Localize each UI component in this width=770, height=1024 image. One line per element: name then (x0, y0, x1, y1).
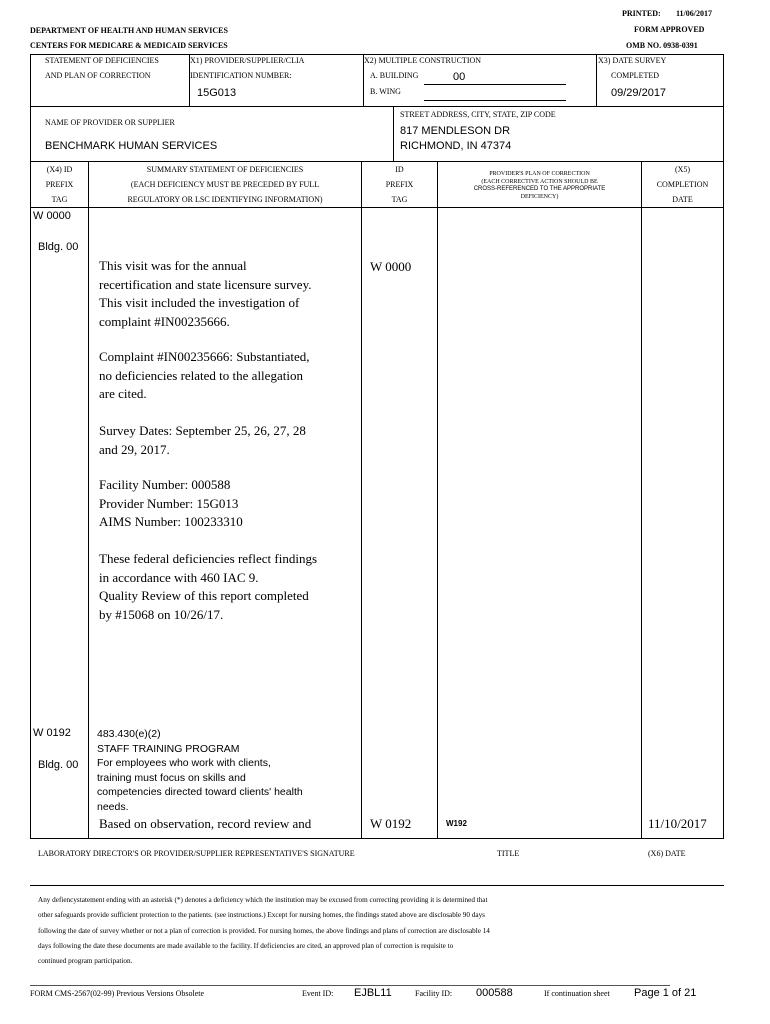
centers-title: CENTERS FOR MEDICARE & MEDICAID SERVICES (30, 41, 228, 50)
text-line: These federal deficiencies reflect findings (99, 551, 317, 566)
col-plan-3: CROSS-REFERENCED TO THE APPROPRIATE (473, 186, 606, 192)
form-approved: FORM APPROVED (634, 25, 705, 34)
disclaimer-line: other safeguards provide sufficient protection to the patients. (see instructions.) Except for nursing homes, the findings stated above are disclosable 90 days (38, 911, 485, 920)
col-summary-1: SUMMARY STATEMENT OF DEFICIENCIES (146, 165, 304, 174)
w0192-id-tag: W 0192 (370, 816, 412, 831)
disclaimer-line: days following the date these documents are made available to the facility. If deficiencies are cited, an approved plan of correction is requisite to (38, 941, 454, 950)
w0000-prefix-tag: W 0000 (33, 210, 71, 222)
event-id-label: Event ID: (302, 989, 334, 998)
col-id-2: PREFIX (385, 180, 414, 189)
address-line-2: RICHMOND, IN 47374 (400, 140, 512, 152)
x1-label-2: IDENTIFICATION NUMBER: (190, 71, 292, 80)
w0000-paragraph-dates (99, 422, 361, 459)
w0192-heading-block (97, 727, 359, 814)
x3-label-2: COMPLETED (611, 71, 659, 80)
text-line: and 29, 2017. (99, 441, 170, 457)
provider-name-value: BENCHMARK HUMAN SERVICES (45, 140, 218, 152)
text-line: recertification and state licensure survey. (99, 276, 312, 292)
text-line: Complaint #IN00235666: Substantiated, (99, 349, 310, 364)
col-x4-3: TAG (51, 195, 68, 204)
col-summary-2: (EACH DEFICIENCY MUST BE PRECEDED BY FULL (130, 180, 320, 189)
w0192-prefix-tag: W 0192 (33, 727, 71, 739)
w0000-paragraph-complaint (99, 348, 361, 404)
col-plan-1: PROVIDER'S PLAN OF CORRECTION (489, 171, 590, 177)
building-label: A. BUILDING (370, 71, 419, 80)
department-title: DEPARTMENT OF HEALTH AND HUMAN SERVICES (30, 26, 228, 35)
printed-label: PRINTED: (622, 9, 661, 18)
w0000-paragraph-findings (99, 550, 361, 624)
disclaimer-line: Any defiencystatement ending with an asterisk (*) denotes a deficiency which the institution may be excused from correcting providing it is determined that (38, 896, 488, 904)
statement-label-2: AND PLAN OF CORRECTION (45, 71, 151, 80)
x1-label-1: X1) PROVIDER/SUPPLIER/CLIA (190, 56, 305, 65)
continuation-label: If continuation sheet (544, 989, 610, 998)
statement-label-1: STATEMENT OF DEFICIENCIES (45, 56, 159, 65)
wing-label: B. WING (370, 87, 401, 96)
x2-label: X2) MULTIPLE CONSTRUCTION (364, 56, 482, 65)
disclaimer-line: continued program participation. (38, 957, 133, 966)
col-x5-3: DATE (672, 195, 693, 204)
printed-date: 11/06/2017 (676, 9, 713, 18)
address-line-1: 817 MENDLESON DR (400, 125, 511, 137)
col-id-1: ID (395, 165, 404, 174)
col-x4-2: PREFIX (45, 180, 74, 189)
title-label: TITLE (497, 849, 520, 858)
building-value: 00 (453, 71, 466, 83)
text-line: Survey Dates: September 25, 26, 27, 28 (99, 423, 306, 438)
col-x5-1: (X5) (674, 165, 691, 174)
w0000-paragraph-numbers (99, 476, 361, 532)
text-line: training must focus on skills and (97, 771, 246, 784)
event-id-value: EJBL11 (354, 987, 392, 999)
col-x5-2: COMPLETION (656, 180, 709, 189)
text-line: in accordance with 460 IAC 9. (99, 569, 259, 585)
disclaimer-line: following the date of survey whether or not a plan of correction is provided. For nursing homes, the above findings and plans of correction are disclosable 14 (38, 926, 490, 935)
col-id-3: TAG (391, 195, 408, 204)
w0192-completion-date: 11/10/2017 (648, 816, 707, 831)
w0192-plan-ref: W192 (446, 819, 467, 828)
text-line: For employees who work with clients, (97, 757, 271, 769)
facility-id-label: Facility ID: (415, 989, 453, 998)
page-number: Page 1 of 21 (634, 987, 697, 999)
text-line: complaint #IN00235666. (99, 313, 230, 329)
text-line: needs. (97, 800, 129, 813)
disclaimer-text (38, 893, 698, 969)
w0192-first-sentence: Based on observation, record review and (99, 816, 312, 831)
text-line: competencies directed toward clients' health (97, 786, 303, 798)
col-summary-3: REGULATORY OR LSC IDENTIFYING INFORMATION) (127, 195, 323, 204)
text-line: This visit included the investigation of (99, 295, 300, 310)
text-line: no deficiencies related to the allegation (99, 367, 303, 383)
x3-label-1: X3) DATE SURVEY (598, 56, 667, 65)
provider-id-value: 15G013 (197, 87, 237, 99)
text-line: This visit was for the annual (99, 258, 247, 273)
text-line: by #15068 on 10/26/17. (99, 606, 224, 622)
facility-id-value: 000588 (476, 987, 513, 999)
address-label: STREET ADDRESS, CITY, STATE, ZIP CODE (400, 110, 556, 119)
survey-completed-date: 09/29/2017 (611, 87, 667, 99)
text-line: AIMS Number: 100233310 (99, 514, 243, 529)
col-x4-1: (X4) ID (46, 165, 73, 174)
form-number: FORM CMS-2567(02-99) Previous Versions Obsolete (30, 989, 205, 998)
w0192-building: Bldg. 00 (38, 759, 79, 771)
col-plan-2: (EACH CORRECTIVE ACTION SHOULD BE (481, 179, 598, 185)
text-line: 483.430(e)(2) (97, 728, 161, 740)
col-plan-4: DEFICIENCY) (520, 194, 559, 200)
x6-date-label: (X6) DATE (648, 849, 686, 858)
text-line: STAFF TRAINING PROGRAM (97, 742, 240, 755)
provider-name-label: NAME OF PROVIDER OR SUPPLIER (45, 118, 175, 127)
signature-label: LABORATORY DIRECTOR'S OR PROVIDER/SUPPLIER REPRESENTATIVE'S SIGNATURE (38, 849, 355, 858)
omb-number: OMB NO. 0938-0391 (626, 41, 698, 50)
w0000-paragraph-intro (99, 257, 361, 331)
text-line: Facility Number: 000588 (99, 477, 231, 492)
w0000-building: Bldg. 00 (38, 241, 79, 253)
text-line: Provider Number: 15G013 (99, 495, 239, 511)
text-line: Quality Review of this report completed (99, 588, 309, 603)
w0000-id-tag: W 0000 (370, 259, 412, 274)
text-line: are cited. (99, 386, 147, 401)
